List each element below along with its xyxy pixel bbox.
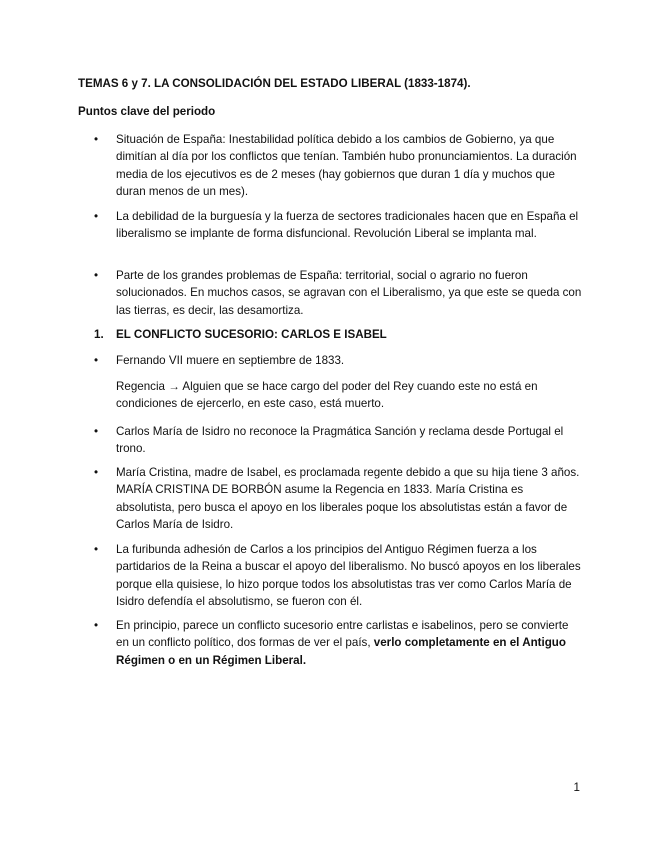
section-heading (94, 326, 594, 343)
document-subtitle: Puntos clave del periodo (78, 105, 216, 118)
list-item: La debilidad de la burguesía y la fuerza de sectores tradicionales hacen que en España el liberalismo se implante de forma disfuncional. Revolución Liberal se implanta mal. (116, 210, 579, 241)
list-item (116, 617, 582, 669)
list-item: María Cristina, madre de Isabel, es proclamada regente debido a que su hija tiene 3 años. MARÍA CRISTINA DE BORBÓN asume la Regencia en 1833. María Cristina es absolutista, pero busca el apoyo en los liberales poque los absolutistas están a favor de Carlos María de Isidro. (116, 466, 580, 531)
list-item: Parte de los grandes problemas de España: territorial, social o agrario no fueron solucionados. En muchos casos, se agravan con el Liberalismo, ya que este se queda con las tierras, es decir, las desamortiza. (116, 269, 582, 317)
section-number: 1. (94, 328, 104, 341)
section-heading-text: EL CONFLICTO SUCESORIO: CARLOS E ISABEL (116, 328, 387, 341)
bullet-marker: • (94, 210, 99, 223)
bullet-marker: • (94, 466, 99, 479)
document-title: TEMAS 6 y 7. LA CONSOLIDACIÓN DEL ESTADO LIBERAL (1833-1874). (78, 77, 471, 90)
page-number: 1 (573, 781, 580, 794)
bullet-marker: • (94, 425, 99, 438)
bullet-marker: • (94, 133, 99, 146)
list-item: La furibunda adhesión de Carlos a los principios del Antiguo Régimen fuerza a los partidarios de la Reina a buscar el apoyo del liberalismo. No buscó apoyos en los liberales porque ella quisiese, lo hizo porque todos los absolutistas tras ver como Carlos María de Isidro defendía el absolutismo, se fueron con él. (116, 543, 581, 608)
list-item: Fernando VII muere en septiembre de 1833. (116, 354, 345, 367)
list-item-emphasis: verlo completamente en el Antiguo Régimen o en un Régimen Liberal. (116, 636, 566, 667)
bullet-marker: • (94, 619, 99, 632)
bullet-marker: • (94, 354, 99, 367)
list-item: Carlos María de Isidro no reconoce la Pragmática Sanción y reclama desde Portugal el trono. (116, 425, 564, 456)
list-item: Situación de España: Inestabilidad política debido a los cambios de Gobierno, ya que dimitían al día por los conflictos que tenían. También hubo pronunciamientos. La duración media de los ejecutivos es de 2 meses (hay gobiernos que duran 1 día y muchos que duran menos de un mes). (116, 133, 577, 198)
regencia-note: Regencia → Alguien que se hace cargo del poder del Rey cuando este no está en condiciones de ejercerlo, en este caso, está muerto. (116, 380, 538, 411)
bullet-marker: • (94, 269, 99, 282)
list-item-text: En principio, parece un conflicto sucesorio entre carlistas e isabelinos, pero se convierte en un conflicto político, dos formas de ver el país, (116, 619, 569, 650)
bullet-marker: • (94, 543, 99, 556)
